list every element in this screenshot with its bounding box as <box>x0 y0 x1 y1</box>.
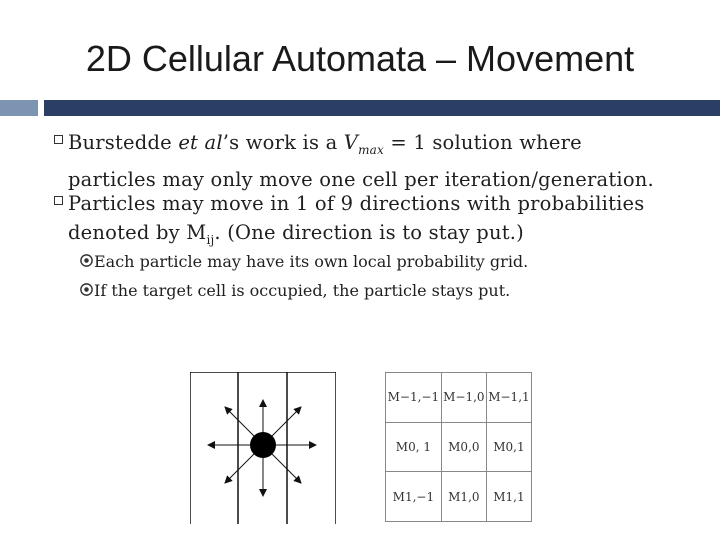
movement-grid-figure <box>190 372 336 524</box>
header-bar-left <box>0 100 38 116</box>
matrix-cell: M−1,−1 <box>386 373 442 423</box>
subbullet-1-text: Each particle may have its own local probability grid. <box>94 252 529 271</box>
vmax-symbol: V <box>343 131 359 154</box>
target-bullet-icon <box>79 282 94 297</box>
bullet-1-italic: et al <box>178 131 223 154</box>
bullet-2 <box>16 189 676 255</box>
matrix-cell: M0,0 <box>441 422 486 472</box>
slide-title: 2D Cellular Automata – Movement <box>85 38 635 79</box>
matrix-cell: M0, 1 <box>386 422 442 472</box>
bullet-1 <box>16 128 676 194</box>
vmax-subscript: max <box>358 142 384 157</box>
matrix-cell: M0,1 <box>486 422 531 472</box>
square-bullet-icon <box>54 135 63 144</box>
target-bullet-icon <box>79 253 94 268</box>
bullet-1-text-c: = 1 solution where particles may only move one cell per iteration/generation. <box>68 131 654 191</box>
matrix-cell: M−1,1 <box>486 373 531 423</box>
header-bar-right <box>44 100 720 116</box>
probability-matrix <box>385 372 532 522</box>
matrix-cell: M1,0 <box>441 472 486 522</box>
particle-dot <box>250 432 276 458</box>
subbullet-2-text: If the target cell is occupied, the particle stays put. <box>94 281 511 300</box>
square-bullet-icon <box>54 196 63 205</box>
bullet-2-text-a: Particles may move in 1 of 9 directions with probabilities denoted by M <box>68 192 645 244</box>
subbullet-2 <box>75 277 675 305</box>
subbullet-1 <box>75 248 675 276</box>
bullet-1-text-a: Burstedde <box>68 131 179 154</box>
bullet-2-text-b: . (One direction is to stay put.) <box>214 221 524 244</box>
matrix-cell: M1,−1 <box>386 472 442 522</box>
bullet-1-text-b: ’s work is a <box>222 131 344 154</box>
matrix-cell: M1,1 <box>486 472 531 522</box>
matrix-cell: M−1,0 <box>441 373 486 423</box>
mij-subscript: ij <box>206 232 215 247</box>
